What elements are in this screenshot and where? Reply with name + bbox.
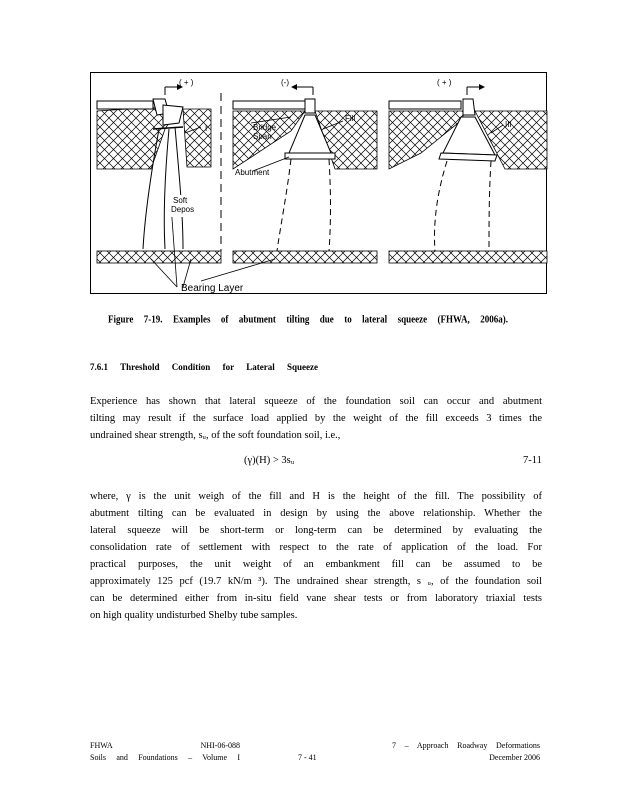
panel-3-sign: ( + ) <box>437 78 452 87</box>
paragraph-line: approximately 125 pcf (19.7 kN/m ³). The undrained shear strength, s ᵤ, of the foundation soil <box>90 576 542 587</box>
paragraph-line: tilting may result if the surface load applied by the weight of the fill exceeds 3 times the <box>90 413 542 424</box>
panel-3 <box>389 84 547 251</box>
abutment-tilting-diagram <box>91 73 548 295</box>
footer-volume: Soils and Foundations – Volume I <box>90 753 240 762</box>
panel-2-sign: (-) <box>281 78 289 87</box>
paragraph-line: undrained shear strength, sᵤ, of the soft foundation soil, i.e., <box>90 430 341 441</box>
panel-1-sign: ( + ) <box>179 78 194 87</box>
paragraph-2 <box>90 488 542 624</box>
paragraph-line: can be determined either from in-situ field vane shear tests or from laboratory triaxial tests <box>90 593 542 604</box>
paragraph-line: consolidation rate of settlement with respect to the rate of application of the load. For <box>90 542 542 553</box>
paragraph-line: Experience has shown that lateral squeeze of the foundation soil can occur and abutment <box>90 396 542 407</box>
bridge-span-label-line2: Span <box>253 132 272 141</box>
abutment-label: Abutment <box>235 168 270 177</box>
figure-abutment-tilting <box>90 72 547 294</box>
soft-deposit-label-line2: Depos <box>171 205 195 214</box>
soft-deposit-label-line1: Soft <box>173 196 188 205</box>
bridge-span-label-line1: Bridge <box>253 123 277 132</box>
footer-right <box>392 740 540 764</box>
paragraph-line: practical purposes, the unit weight of an embankment fill can be assumed to be <box>90 559 542 570</box>
figure-caption: Figure 7-19. Examples of abutment tilting due to lateral squeeze (FHWA, 2006a). <box>108 313 508 325</box>
bearing-layer-3 <box>389 251 547 263</box>
footer-publication: FHWA NHI-06-088 <box>90 741 240 750</box>
page-number: 7 - 41 <box>298 753 317 762</box>
bearing-layer-label: Bearing Layer <box>181 283 244 294</box>
tilt-label-1: I <box>205 124 208 133</box>
paragraph-line: abutment tilting can be evaluated in design by using the above relationship. Whether the <box>90 508 542 519</box>
paragraph-1 <box>90 393 542 444</box>
paragraph-line: where, γ is the unit weigh of the fill and H is the height of the fill. The possibility of <box>90 491 542 502</box>
section-number: 7.6.1 <box>90 362 108 372</box>
section-heading <box>90 362 318 372</box>
tilt-label-3: III <box>505 120 512 129</box>
footer-date: December 2006 <box>489 753 540 762</box>
bearing-layer-1 <box>97 251 221 263</box>
paragraph-line: lateral squeeze will be short-term or long-term can be determined by evaluating the <box>90 525 542 536</box>
paragraph-line: on high quality undisturbed Shelby tube samples. <box>90 610 298 621</box>
footer-left <box>90 740 240 764</box>
footer-chapter: 7 – Approach Roadway Deformations <box>392 741 540 750</box>
section-title: Threshold Condition for Lateral Squeeze <box>120 362 318 372</box>
fill-label: Fill <box>345 114 356 123</box>
bearing-layer-2 <box>233 251 377 263</box>
equation-number: 7-11 <box>523 455 542 466</box>
equation: (γ)(H) > 3sᵤ <box>244 455 295 466</box>
panel-1 <box>97 84 221 251</box>
